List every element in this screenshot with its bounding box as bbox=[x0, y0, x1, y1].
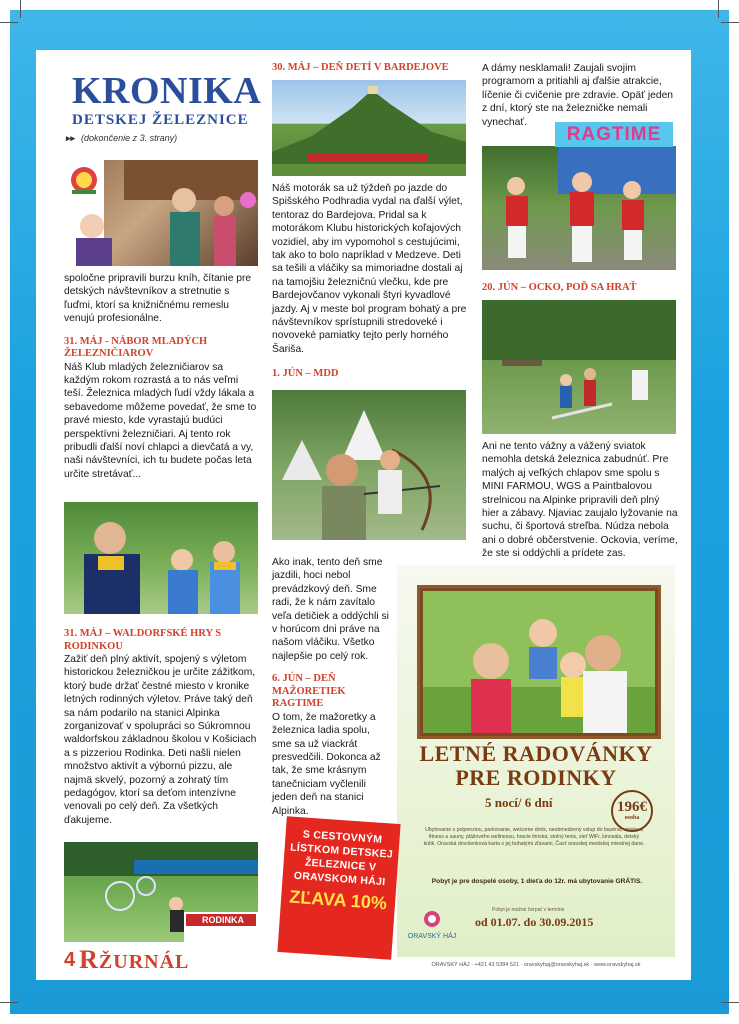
photo-ragtime bbox=[482, 146, 676, 270]
ragtime-logo: RAGTIME bbox=[555, 122, 673, 147]
section-body: Náš Klub mladých železničiarov sa každým rokom rozrastá a to nás veľmi teší. Železnica mladých ľudí vždy lákala a sebavedome môžeme povedať, že sme to pravé miesto, kde vyrastajú budúci perspektívni železničiari. Aj tento rok pribudli ďalší noví chlapci a dievčatá a vy, naši návštevníci, ich tu budete počas leta určite stretávať... bbox=[64, 361, 257, 480]
page-footer bbox=[64, 945, 190, 974]
ad-title bbox=[397, 742, 675, 790]
brand-name: ŽURNÁL bbox=[98, 951, 190, 973]
section-heading: 20. JÚN – OCKO, POĎ SA HRAŤ bbox=[482, 282, 637, 293]
section-heading: 6. JÚN – DEŇ MAŽORETIEK RAGTIME bbox=[272, 673, 346, 710]
ad-condition: Pobyt je pre dospelé osoby, 1 dieťa do 12r. má ubytovanie GRÁTIS. bbox=[431, 878, 643, 885]
ragtime-illustration bbox=[482, 146, 676, 270]
crop-mark bbox=[721, 1002, 739, 1003]
column-2 bbox=[272, 182, 468, 381]
family-photo bbox=[423, 591, 655, 733]
crop-mark bbox=[721, 22, 739, 23]
recruitment-illustration bbox=[64, 502, 258, 614]
masthead-title: KRONIKA bbox=[72, 70, 262, 112]
promo-badge bbox=[277, 816, 400, 960]
ad-nights: 5 nocí/ 6 dní bbox=[485, 795, 553, 810]
column-3-head bbox=[482, 282, 678, 295]
ad-price: 196€ bbox=[617, 799, 647, 815]
advertisement bbox=[397, 565, 675, 973]
promo-text: S CESTOVNÝM LÍSTKOM DETSKEJ ŽELEZNICE V ORAVSKOM HÁJI bbox=[289, 828, 394, 889]
column-1b bbox=[64, 628, 260, 827]
photo-bardejov bbox=[272, 80, 466, 176]
oravsky-haj-logo bbox=[405, 909, 459, 949]
crop-mark bbox=[0, 1002, 18, 1003]
section-heading: 31. MÁJ – WALDORFSKÉ HRY S RODINKOU bbox=[64, 628, 222, 652]
masthead bbox=[72, 70, 262, 129]
continued-note bbox=[66, 133, 177, 144]
rodinka-logo: RODINKA bbox=[202, 915, 244, 925]
ad-price-note: osoba bbox=[624, 815, 640, 821]
column-2-head bbox=[272, 62, 468, 75]
column-3 bbox=[482, 62, 678, 129]
ad-dates-note: Pobyt je možné čerpať v termíne bbox=[492, 907, 565, 913]
section-heading: 31. MÁJ - NÁBOR MLADÝCH ŽELEZNIČIAROV bbox=[64, 335, 208, 360]
brand-r: R bbox=[79, 945, 99, 974]
section-body: Ako inak, tento deň sme jazdili, hoci nebol prevádzkový deň. Sme radi, že k nám zavítalo veľa detičiek a oddýchli si v horúcom dni práve na našom vláčiku. Všetko najlepšie po celý rok. bbox=[272, 557, 389, 662]
photo-father-day bbox=[482, 300, 676, 434]
ad-title-line-2: PRE RODINKY bbox=[455, 765, 617, 790]
section-body: Náš motorák sa už týždeň po jazde do Spišského Podhradia vydal na ďalší výlet, tentoraz do Bardejova. Pridal sa k motorákom Klubu historických koľajových vozidiel, aby im vypomohol s cestujúcimi, tak ako to bolo napríklad v Medzeve. Deti sa tešili a vláčiky sa mimoriadne dostali aj na tamojšiu železničnú vlečku, kde pre Bardejovčanov vykonali štyri kyvadlové jazdy. Aj v meste bol program bohatý a pre návštevníkov sprístupnili stredoveké i novoveké pamiatky tejto perly horného Šariša. bbox=[272, 183, 467, 355]
ad-photo-frame bbox=[417, 585, 661, 739]
crop-mark bbox=[20, 0, 21, 18]
ad-title-line-1: LETNÉ RADOVÁNKY bbox=[419, 741, 653, 766]
section-heading: 30. MÁJ – DEŇ DETÍ V BARDEJOVE bbox=[272, 62, 449, 73]
father-day-illustration bbox=[482, 300, 676, 434]
column-2b bbox=[272, 556, 392, 818]
brand-logo bbox=[79, 945, 189, 975]
book-fair-illustration bbox=[64, 160, 258, 266]
ad-price-badge bbox=[611, 790, 653, 832]
column-3b bbox=[482, 440, 678, 561]
photo-mdd bbox=[272, 390, 466, 540]
crop-mark bbox=[0, 22, 18, 23]
ad-dates: od 01.07. do 30.09.2015 bbox=[475, 915, 594, 929]
ad-description: Ubytovanie s polpenziou, parkovanie, welcome drink, neobmedzený vstup do bazéna, vírivky a fitness a sauny, plážového wellnessu, hracie ihriská, stolný tenis, sieť WiFi, kinosála, detský kútik. Oravská dovolenková karta s jej bohatými zľavami, Časť oravskej mestskej miestnej dane. bbox=[423, 827, 645, 847]
continued-text: (dokončenie z 3. strany) bbox=[81, 133, 178, 143]
promo-discount: ZĽAVA 10% bbox=[288, 886, 388, 914]
section-body: O tom, že mažoretky a železnica ladia spolu, sme sa už viackrát presvedčili. Dokonca až tak, že sme krásnym tanečniciam vyčlenili jeden deň na stanici Alpinka. bbox=[272, 711, 381, 817]
ad-footer: ORAVSKÝ HÁJ · +421 43 5384 521 · oravskyhaj@oravskyhaj.sk · www.oravskyhaj.sk bbox=[397, 957, 675, 973]
section-heading: 1. JÚN – MDD bbox=[272, 368, 339, 380]
arrow-icon: ▸▸ bbox=[66, 133, 76, 143]
flower-icon bbox=[422, 909, 442, 929]
masthead-subtitle: DETSKEJ ŽELEZNICE bbox=[72, 112, 249, 128]
ad-logo-text: ORAVSKÝ HÁJ bbox=[407, 933, 457, 940]
column-1 bbox=[64, 272, 260, 481]
photo-book-fair bbox=[64, 160, 258, 266]
section-body: Ani ne tento vážny a vážený sviatok nemohla detská železnica zabudnúť. Pre malých aj veľkých chlapov sme spolu s MINI FARMOU, WGS a Paintbalovou strelnicou na Alpinke pripravili deň plný hier a zábavy. Njaviac zaujalo lyžovanie na suchu, či športová streľba. Núdza nebola ani o dobré občerstvenie. Ockovia, veríme, že ste si oddýchli a prídete zas. bbox=[482, 441, 678, 560]
crop-mark bbox=[718, 0, 719, 18]
page-number: 4 bbox=[64, 948, 76, 971]
bardejov-illustration bbox=[272, 80, 466, 176]
mdd-illustration bbox=[272, 390, 466, 540]
col3-intro: A dámy nesklamali! Zaujali svojim programom a pritiahli aj ďalšie atrakcie, líčenie či cvičenie pre zdravie. Opäť jeden z dní, ktorý ste na železničke nemali vynechať. bbox=[482, 63, 674, 128]
section-body: Zažiť deň plný aktivít, spojený s výletom historickou železničkou je určite zážitkom, ktorý bude držať čestné miesto v kronike letných rodinných výletov. Práve taký deň sa nám podarilo na stanici Alpinka zorganizovať v spolupráci so Súkromnou waldorfskou základnou školou v Košiciach a s pizzeriou Rodinka. Deti našli nielen množstvo aktivít a výbornú pizzu, ale najmä skvelý, pozorný a zohratý tím pedagógov, ktorí sa deťom intenzívne venovali po celý deň. Za všetkých ďakujeme. bbox=[64, 654, 257, 826]
photo-recruitment bbox=[64, 502, 258, 614]
col1-intro: spoločne pripravili burzu kníh, čítanie pre detských návštevníkov a stretnutie s ľuďmi, ktorí sa knižničnému remeslu venujú profesionálne. bbox=[64, 273, 252, 325]
photo-waldorf bbox=[64, 842, 258, 942]
waldorf-illustration bbox=[64, 842, 258, 942]
